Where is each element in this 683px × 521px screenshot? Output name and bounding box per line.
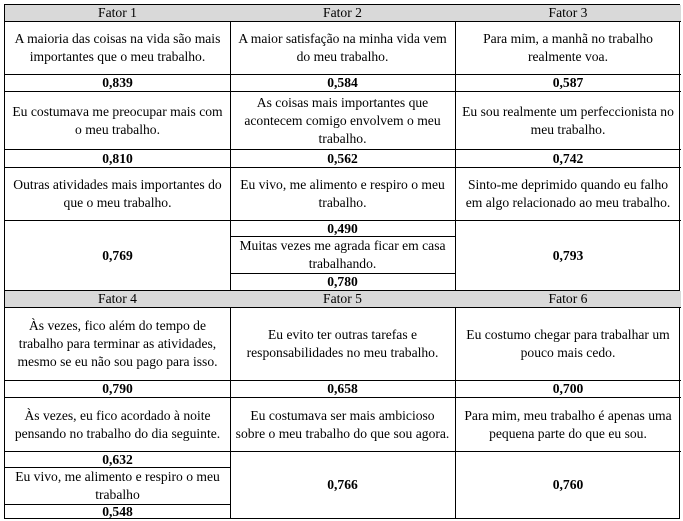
header-fator-5: Fator 5 — [230, 291, 455, 308]
fator1-item-1-text: A maioria das coisas na vida são mais importantes que o meu trabalho. — [14, 31, 221, 64]
header-fator-4: Fator 4 — [5, 291, 230, 308]
fator5-item-1-text: Eu evito ter outras tarefas e responsabilidades no meu trabalho. — [246, 327, 439, 360]
fator4-item-3-text: Eu vivo, me alimento e respiro o meu trabalho — [15, 469, 220, 502]
header-fator-3: Fator 3 — [455, 5, 681, 22]
header-fator-6: Fator 6 — [455, 291, 681, 308]
fator5-item-2-value: 0,766 — [230, 451, 455, 518]
fator6-item-1-value: 0,700 — [455, 380, 681, 398]
fator2-item-2-value: 0,562 — [230, 149, 455, 168]
fator2-item-4-text: Muitas vezes me agrada ficar em casa trabalhando. — [239, 238, 446, 271]
fator1-item-1-value: 0,839 — [5, 74, 230, 92]
fator1-item-3-value: 0,769 — [5, 220, 230, 290]
fator2-item-2-text: As coisas mais importantes que acontecem comigo envolvem o meu trabalho. — [244, 94, 441, 146]
header-fator-1: Fator 1 — [5, 5, 230, 22]
fator3-item-1-text: Para mim, a manhã no trabalho realmente voa. — [483, 31, 653, 64]
fator6-item-2-text: Para mim, meu trabalho é apenas uma pequena parte do que eu sou. — [464, 407, 672, 441]
fator5-item-2-text: Eu costumava ser mais ambicioso sobre o meu trabalho do que sou agora. — [235, 407, 450, 441]
fator3-item-3-text: Sinto-me deprimido quando eu falho em algo relacionado ao meu trabalho. — [465, 177, 671, 210]
fator2-item-3-value: 0,490 — [230, 220, 455, 237]
header-fator-2: Fator 2 — [230, 5, 455, 22]
fator2-item-1-value: 0,584 — [230, 74, 455, 92]
fator6-item-1-text: Eu costumo chegar para trabalhar um pouco mais cedo. — [466, 327, 670, 360]
fator4-item-2-value: 0,632 — [5, 451, 230, 468]
fator4-item-2-text: Às vezes, eu fico acordado à noite pensando no trabalho do dia seguinte. — [14, 407, 221, 441]
fator1-item-3-text: Outras atividades mais importantes do que o meu trabalho. — [13, 177, 222, 210]
fator4-item-3-value: 0,548 — [5, 504, 230, 518]
fator2-item-4-value: 0,780 — [230, 273, 455, 290]
fator3-item-2-text: Eu sou realmente um perfeccionista no meu trabalho. — [462, 103, 674, 137]
factor-loadings-table — [4, 4, 680, 519]
fator3-item-1-value: 0,587 — [455, 74, 681, 92]
fator2-item-3-text: Eu vivo, me alimento e respiro o meu trabalho. — [240, 177, 445, 210]
fator1-item-2-text: Eu costumava me preocupar mais com o meu trabalho. — [12, 103, 223, 137]
fator4-item-1-text: Às vezes, fico além do tempo de trabalho para terminar as atividades, mesmo se eu não sou pago para isso. — [17, 318, 218, 369]
fator2-item-1-text: A maior satisfação na minha vida vem do meu trabalho. — [238, 31, 447, 64]
fator5-item-1-value: 0,658 — [230, 380, 455, 398]
fator1-item-2-value: 0,810 — [5, 149, 230, 168]
fator3-item-3-value: 0,793 — [455, 220, 681, 290]
fator3-item-2-value: 0,742 — [455, 149, 681, 168]
fator6-item-2-value: 0,760 — [455, 451, 681, 518]
fator4-item-1-value: 0,790 — [5, 380, 230, 398]
